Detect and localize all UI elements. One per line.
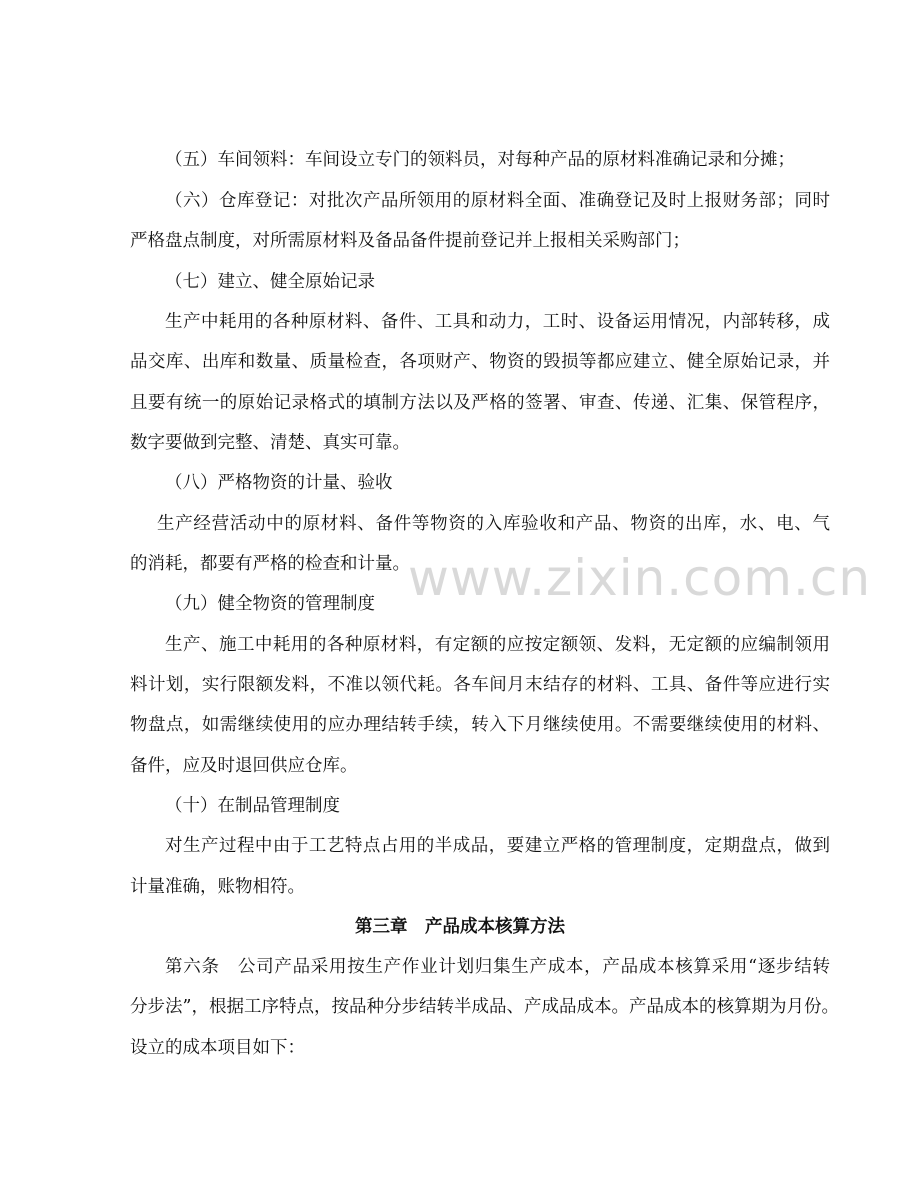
chapter-title: 第三章 产品成本核算方法 bbox=[355, 917, 565, 937]
para-line-jiu-2: 料计划，实行限额发料，不准以领代耗。各车间月末结存的材料、工具、备件等应进行实 bbox=[130, 675, 830, 695]
para-line-liu-1: （六）仓库登记：对批次产品所领用的原材料全面、准确登记及时上报财务部；同时 bbox=[165, 191, 830, 211]
section-heading-shi: （十）在制品管理制度 bbox=[165, 796, 340, 816]
watermark: www.zixin.com.cn bbox=[408, 549, 872, 607]
para-line-ba-1: 生产经营活动中的原材料、备件等物资的入库验收和产品、物资的出库，水、电、气 bbox=[157, 514, 830, 534]
para-line-jiu-4: 备件，应及时退回供应仓库。 bbox=[130, 756, 358, 776]
para-line-qi-3: 且要有统一的原始记录格式的填制方法以及严格的签署、审查、传递、汇集、保管程序， bbox=[130, 393, 830, 413]
para-line-qi-2: 品交库、出库和数量、质量检查，各项财产、物资的毁损等都应建立、健全原始记录，并 bbox=[130, 352, 830, 372]
section-heading-qi: （七）建立、健全原始记录 bbox=[165, 272, 375, 292]
article-six-line-1: 第六条 公司产品采用按生产作业计划归集生产成本，产品成本核算采用“逐步结转 bbox=[165, 957, 830, 977]
para-line-jiu-3: 物盘点，如需继续使用的应办理结转手续，转入下月继续使用。不需要继续使用的材料、 bbox=[130, 715, 830, 735]
section-heading-ba: （八）严格物资的计量、验收 bbox=[165, 473, 393, 493]
para-line-ba-2: 的消耗，都要有严格的检查和计量。 bbox=[130, 554, 410, 574]
para-line-wu: （五）车间领料：车间设立专门的领料员，对每种产品的原材料准确记录和分摊； bbox=[165, 150, 795, 170]
article-six-line-2: 分步法”，根据工序特点，按品种分步结转半成品、产成品成本。产品成本的核算期为月份。 bbox=[130, 997, 839, 1017]
para-line-shi-1: 对生产过程中由于工艺特点占用的半成品，要建立严格的管理制度，定期盘点，做到 bbox=[165, 836, 830, 856]
para-line-qi-4: 数字要做到完整、清楚、真实可靠。 bbox=[130, 433, 410, 453]
para-line-jiu-1: 生产、施工中耗用的各种原材料，有定额的应按定额领、发料，无定额的应编制领用 bbox=[165, 635, 830, 655]
para-line-qi-1: 生产中耗用的各种原材料、备件、工具和动力，工时、设备运用情况，内部转移，成 bbox=[165, 312, 830, 332]
section-heading-jiu: （九）健全物资的管理制度 bbox=[165, 594, 375, 614]
article-six-line-3: 设立的成本项目如下： bbox=[130, 1038, 305, 1058]
para-line-liu-2: 严格盘点制度，对所需原材料及备品备件提前登记并上报相关采购部门； bbox=[130, 231, 690, 251]
para-line-shi-2: 计量准确，账物相符。 bbox=[130, 877, 305, 897]
